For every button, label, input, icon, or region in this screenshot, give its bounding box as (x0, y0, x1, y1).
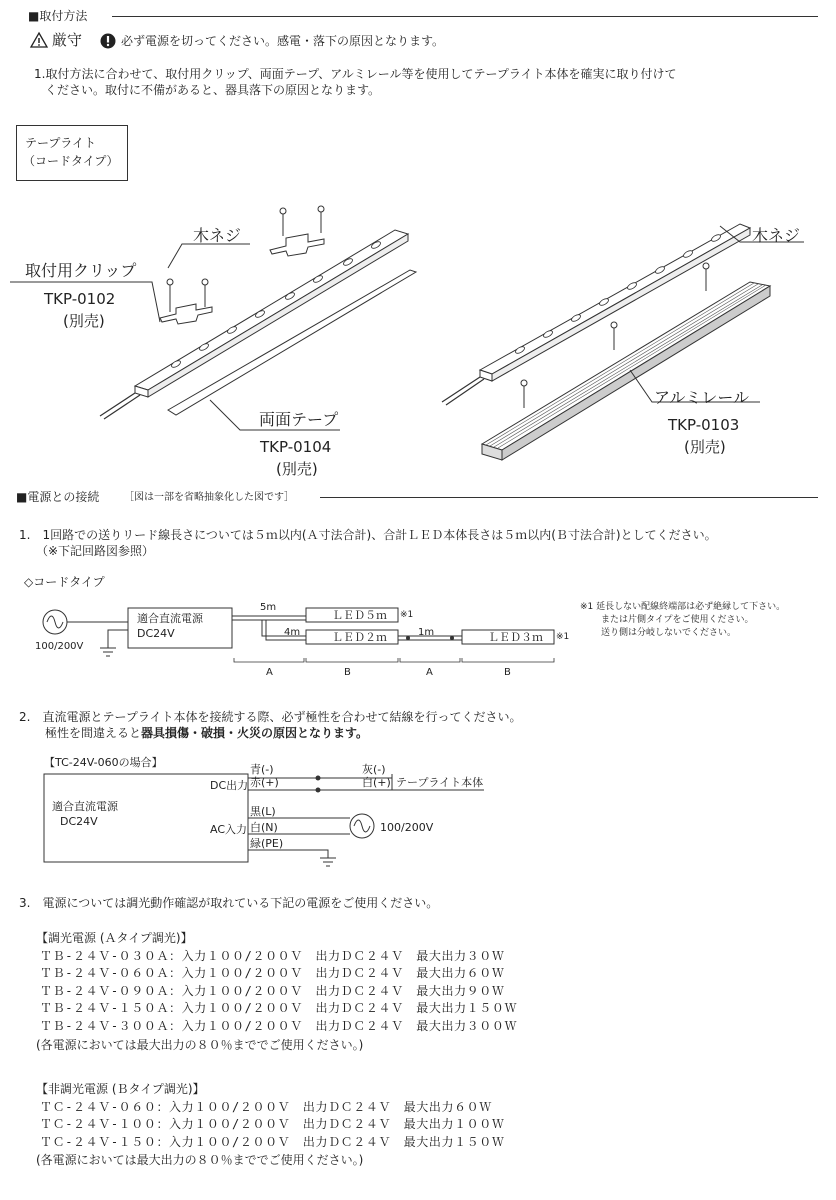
non-dimming-list (40, 1099, 504, 1151)
circuit-mark-1: ※1 (400, 610, 414, 620)
circuit-ac-label: 100/200V (35, 641, 84, 652)
clip-code: TKP-0102 (44, 290, 116, 308)
dim-a-2: A (426, 667, 433, 678)
wiring-case-label: 【TC-24V-060の場合】 (44, 756, 163, 769)
non-dimming-row: ＴＣ-２４Ｖ-１００：入力１００/２００Ｖ 出力ＤＣ２４Ｖ 最大出力１００Ｗ (40, 1117, 505, 1132)
circuit-power-line2: DC24V (137, 627, 175, 640)
dimming-list (40, 948, 517, 1035)
product-type-box (16, 125, 128, 181)
dim-b-1: B (344, 667, 351, 678)
install-step1-line1: 1.取付方法に合わせて、取付用クリップ、両面テープ、アルミレール等を使用してテープライト本体を確実に取り付けて (34, 67, 677, 81)
connection-item1-line1: 1. 1回路での送りリード線長さについては５ｍ以内(Ａ寸法合計)、合計ＬＥＤ本体長さは５ｍ以内(Ｂ寸法合計)としてください。 (19, 528, 717, 542)
right-screw-label: 木ネジ (752, 226, 801, 245)
wiring-blue: 青(-) (250, 763, 274, 776)
wiring-tape-body: テープライト本体 (396, 776, 484, 789)
warning-text: 必ず電源を切ってください。感電・落下の原因となります。 (121, 34, 445, 48)
install-step1-line2: ください。取付に不備があると、器具落下の原因となります。 (45, 83, 381, 97)
dim-a-1: A (266, 667, 273, 678)
wiring-green: 緑(PE) (250, 837, 284, 850)
rail-label: アルミレール (654, 388, 750, 407)
clip-label: 取付用クリップ (25, 261, 137, 280)
wiring-box-line2: DC24V (60, 815, 98, 828)
wiring-red: 赤(+) (250, 776, 279, 789)
wiring-black: 黒(L) (250, 805, 276, 818)
non-dimming-row: ＴＣ-２４Ｖ-１５０：入力１００/２００Ｖ 出力ＤＣ２４Ｖ 最大出力１５０Ｗ (40, 1134, 505, 1149)
rail-code: TKP-0103 (668, 416, 740, 434)
dimming-note: (各電源においては最大出力の８０％まででご使用ください。) (36, 1038, 364, 1052)
wiring-ac-in: AC入力 (210, 823, 248, 836)
wiring-ac-label: 100/200V (380, 821, 434, 834)
dimming-heading: 【調光電源 (Ａタイプ調光)】 (36, 931, 193, 945)
warning-triangle-icon (30, 32, 48, 48)
dimming-row: ＴＢ-２４Ｖ-０９０Ａ：入力１００/２００Ｖ 出力ＤＣ２４Ｖ 最大出力９０Ｗ (40, 983, 505, 998)
connection-heading: ■電源との接続 (16, 490, 100, 504)
circuit-note-line1: ※1 延長しない配線終端部は必ず絶縁して下さい。 (580, 602, 786, 612)
circuit-led-2m: ＬＥＤ２ｍ (332, 631, 387, 644)
tape-label: 両面テープ (259, 410, 339, 429)
connection-heading-rule (320, 497, 818, 498)
circuit-lead-4m: 4m (284, 627, 301, 638)
dimming-row: ＴＢ-２４Ｖ-０６０Ａ：入力１００/２００Ｖ 出力ＤＣ２４Ｖ 最大出力６０Ｗ (40, 966, 505, 981)
circuit-power-line1: 適合直流電源 (137, 612, 203, 625)
dimming-row: ＴＢ-２４Ｖ-１５０Ａ：入力１００/２００Ｖ 出力ＤＣ２４Ｖ 最大出力１５０Ｗ (40, 1001, 518, 1016)
dim-b-2: B (504, 667, 511, 678)
clip-note: (別売) (63, 312, 105, 330)
non-dimming-note: (各電源においては最大出力の８０％まででご使用ください。) (36, 1153, 364, 1167)
wiring-white-plus: 白(+) (362, 776, 391, 789)
tape-code: TKP-0104 (260, 438, 332, 456)
wiring-gray: 灰(-) (362, 763, 386, 776)
connection-item3: 3. 電源については調光動作確認が取れている下記の電源をご使用ください。 (19, 896, 439, 910)
product-type-line2: （コードタイプ） (23, 154, 119, 168)
item2-prefix: 極性を間違えると (45, 726, 142, 740)
warning-label: 厳守 (52, 31, 83, 49)
connection-item2-line1: 2. 直流電源とテープライト本体を接続する際、必ず極性を合わせて結線を行ってください。 (19, 710, 522, 724)
left-screw-label: 木ネジ (193, 226, 242, 245)
product-type-line1: テープライト (25, 136, 97, 150)
circuit-mark-2: ※1 (556, 632, 570, 642)
circuit-note-line2: または片側タイプをご使用ください。 (601, 615, 754, 625)
tape-note: (別売) (276, 460, 318, 478)
circuit-lead-1m: 1m (418, 627, 435, 638)
install-heading-rule (112, 16, 818, 17)
rail-note: (別売) (684, 438, 726, 456)
install-heading: ■取付方法 (28, 9, 88, 23)
non-dimming-row: ＴＣ-２４Ｖ-０６０：入力１００/２００Ｖ 出力ＤＣ２４Ｖ 最大出力６０Ｗ (40, 1100, 492, 1114)
dimming-row: ＴＢ-２４Ｖ-３００Ａ：入力１００/２００Ｖ 出力ＤＣ２４Ｖ 最大出力３００Ｗ (40, 1018, 518, 1033)
item2-warning: 器具損傷・破損・火災の原因となります。 (141, 726, 369, 740)
wiring-white-n: 白(N) (250, 821, 278, 834)
connection-item1-line2: （※下記回路図参照） (36, 544, 155, 558)
dimming-row: ＴＢ-２４Ｖ-０３０Ａ：入力１００/２００Ｖ 出力ＤＣ２４Ｖ 最大出力３０Ｗ (40, 949, 505, 963)
wiring-dc-out: DC出力 (210, 779, 249, 792)
circuit-led-3m: ＬＥＤ３ｍ (488, 631, 543, 644)
circuit-lead-5m: 5m (260, 602, 277, 613)
wiring-box-line1: 適合直流電源 (52, 800, 118, 813)
circuit-note-line3: 送り側は分岐しないでください。 (601, 628, 737, 638)
non-dimming-heading: 【非調光電源 (Ｂタイプ調光)】 (36, 1082, 205, 1096)
circuit-led-5m: ＬＥＤ５ｍ (332, 609, 387, 622)
connection-item2-line2 (45, 726, 368, 741)
cord-type-label: ◇コードタイプ (24, 575, 105, 589)
exclamation-icon (100, 33, 116, 49)
connection-heading-note: ［図は一部を省略抽象化した図です］ (124, 492, 294, 503)
